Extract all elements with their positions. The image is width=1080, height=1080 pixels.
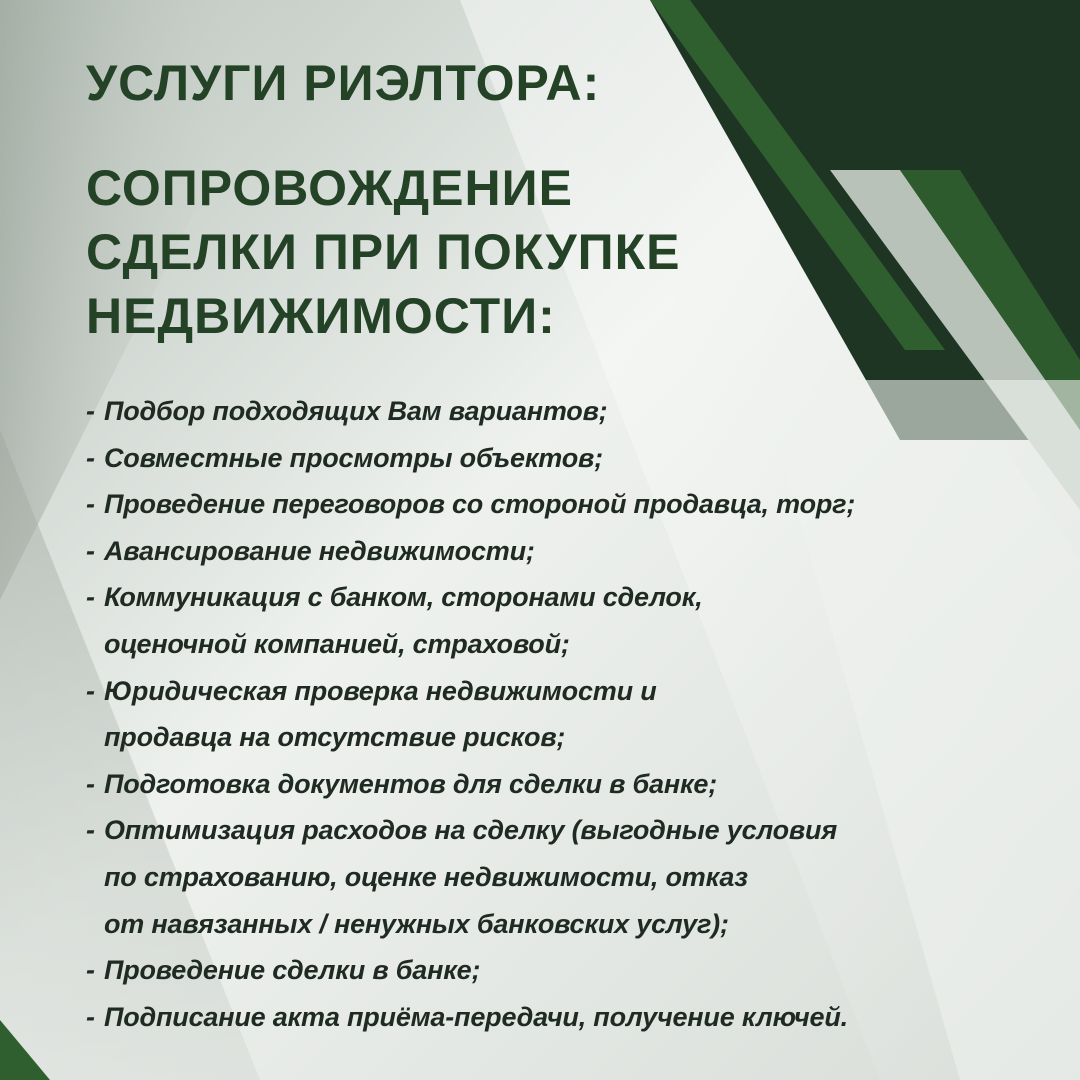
bullet-dash: - bbox=[86, 535, 95, 566]
bullet-dash: - bbox=[86, 442, 95, 473]
list-item: - Коммуникация с банком, сторонами сделок, bbox=[86, 574, 1046, 621]
list-item: - Подготовка документов для сделки в банке; bbox=[86, 761, 1046, 808]
bullet-dash: - bbox=[86, 1001, 95, 1032]
bullet-dash: - bbox=[86, 396, 95, 426]
page-title: УСЛУГИ РИЭЛТОРА: bbox=[86, 55, 601, 111]
bullet-dash: - bbox=[86, 768, 95, 799]
list-item: - Совместные просмотры объектов; bbox=[86, 435, 1046, 482]
list-item: - Юридическая проверка недвижимости и bbox=[86, 668, 1046, 715]
list-item: - Подписание акта приёма-передачи, получение ключей. bbox=[86, 994, 1046, 1041]
list-item-continuation: от навязанных / ненужных банковских услуг); bbox=[104, 908, 729, 939]
section-title-line: НЕДВИЖИМОСТИ: bbox=[86, 288, 556, 344]
bullet-dash: - bbox=[86, 815, 95, 846]
list-item-continuation: оценочной компанией, страховой; bbox=[104, 628, 570, 659]
section-title-line: СДЕЛКИ ПРИ ПОКУПКЕ bbox=[86, 224, 681, 280]
services-list bbox=[86, 388, 1046, 1040]
section-title-line: СОПРОВОЖДЕНИЕ bbox=[86, 160, 573, 216]
list-item-continuation: продавца на отсутствие рисков; bbox=[104, 722, 566, 753]
bullet-dash: - bbox=[86, 675, 95, 706]
section-title bbox=[86, 156, 1046, 348]
list-item: - Авансирование недвижимости; bbox=[86, 528, 1046, 575]
list-item: - Подбор подходящих Вам вариантов; bbox=[86, 388, 1046, 435]
list-item: - Проведение переговоров со стороной продавца, торг; bbox=[86, 481, 1046, 528]
bullet-dash: - bbox=[86, 955, 95, 986]
list-item: - Оптимизация расходов на сделку (выгодные условия bbox=[86, 807, 1046, 854]
bullet-dash: - bbox=[86, 489, 95, 520]
bullet-dash: - bbox=[86, 582, 95, 613]
list-item: - Проведение сделки в банке; bbox=[86, 947, 1046, 994]
list-item-continuation: по страхованию, оценке недвижимости, отказ bbox=[104, 861, 748, 892]
content bbox=[86, 52, 1046, 1040]
